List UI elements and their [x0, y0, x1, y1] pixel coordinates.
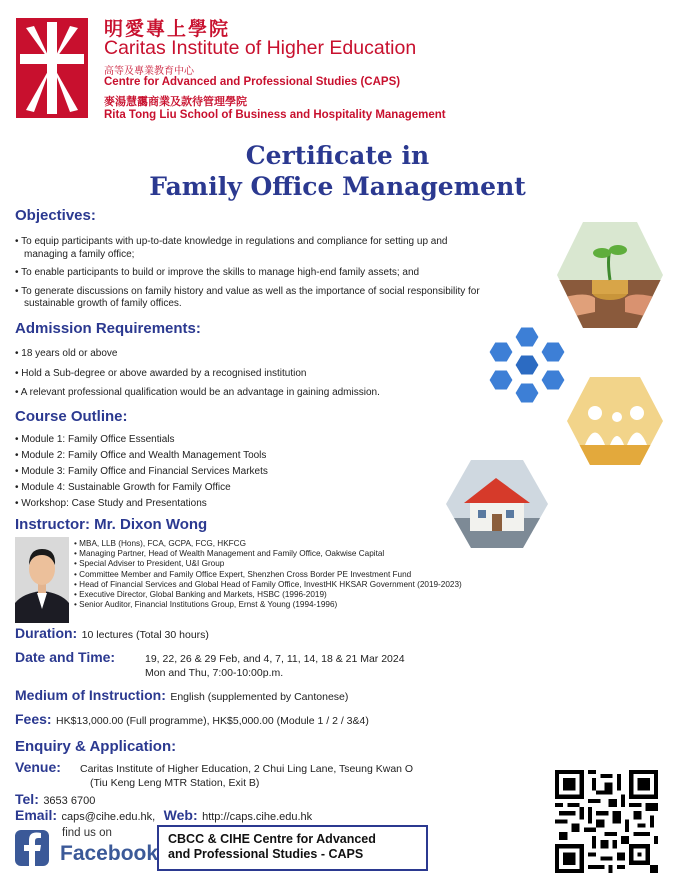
- tel-value: 3653 6700: [43, 795, 96, 807]
- web-label: Web:: [163, 807, 198, 823]
- tel-label: Tel:: [15, 791, 39, 807]
- instructor-photo: [15, 537, 69, 623]
- list-item: • Committee Member and Family Office Expert, Shenzhen Cross Border PE Investment Fund: [74, 569, 412, 579]
- caps-box-line-2: and Professional Studies - CAPS: [168, 847, 364, 861]
- web-link[interactable]: http://caps.cihe.edu.hk: [202, 811, 313, 823]
- instructor-heading: Instructor: Mr. Dixon Wong: [15, 516, 208, 533]
- caps-box-line-1: CBCC & CIHE Centre for Advanced: [168, 832, 376, 846]
- title-line-1: Certificate in: [245, 141, 430, 170]
- admission-heading: Admission Requirements:: [15, 320, 201, 337]
- dept-cn-name: 高等及專業教育中心: [104, 66, 194, 77]
- list-item: • Head of Financial Services and Global Head of Family Office, InvestHK HKSAR Government (2019-2023): [74, 579, 462, 589]
- school-en-name: Rita Tong Liu School of Business and Hospitality Management: [104, 109, 446, 121]
- institute-cn-name: 明愛專上學院: [104, 18, 231, 40]
- caritas-logo-icon: [16, 18, 88, 118]
- enquiry-heading: Enquiry & Application:: [15, 738, 177, 755]
- list-item: • To equip participants with up-to-date knowledge in regulations and compliance for setting up and managing a family office;: [15, 236, 448, 260]
- medium-label: Medium of Instruction:: [15, 687, 166, 703]
- fees-label: Fees:: [15, 711, 52, 727]
- fees-row: [15, 711, 369, 729]
- venue-mtr: (Tiu Keng Leng MTR Station, Exit B): [90, 777, 260, 789]
- duration-label: Duration:: [15, 625, 78, 641]
- network-hexagons-image: [486, 325, 568, 405]
- list-item: • Senior Auditor, Financial Institutions Group, Ernst & Young (1994-1996): [74, 600, 338, 610]
- house-hexagon-image: [444, 458, 550, 550]
- list-item: • Workshop: Case Study and Presentations: [15, 498, 207, 509]
- list-item: • To generate discussions on family history and value as well as the importance of social responsibility for sustainable growth of family offices.: [15, 285, 480, 309]
- email-row: [15, 807, 312, 825]
- list-item: • Executive Director, Global Banking and Markets, HSBC (1996-2019): [74, 590, 327, 600]
- list-item: • Hold a Sub-degree or above awarded by a recognised institution: [15, 367, 307, 379]
- medium-value: English (supplemented by Cantonese): [170, 691, 349, 703]
- school-cn-name: 麥湯慧靄商業及款待管理學院: [104, 95, 247, 108]
- duration-row: [15, 625, 209, 643]
- caps-name-box: [157, 825, 428, 871]
- list-item: • Module 2: Family Office and Wealth Management Tools: [15, 450, 267, 461]
- family-hexagon-image: [565, 375, 665, 467]
- list-item: • A relevant professional qualification would be an advantage in gaining admission.: [15, 387, 380, 398]
- list-item: • 18 years old or above: [15, 348, 118, 359]
- list-item: • To enable participants to build or improve the skills to manage high-end family assets; and: [15, 267, 420, 278]
- venue-label: Venue:: [15, 759, 61, 775]
- list-item: • Module 3: Family Office and Financial Services Markets: [15, 466, 268, 477]
- objectives-heading: Objectives:: [15, 207, 96, 224]
- admission-list: [15, 348, 475, 400]
- facebook-icon[interactable]: [15, 830, 49, 866]
- objectives-list: [15, 236, 555, 311]
- fees-value: HK$13,000.00 (Full programme), HK$5,000.00 (Module 1 / 2 / 3&4): [56, 715, 369, 727]
- plant-coins-hexagon-image: [555, 220, 665, 330]
- email-label: Email:: [15, 807, 58, 823]
- institute-en-name: Caritas Institute of Higher Education: [104, 37, 417, 59]
- datetime-times: Mon and Thu, 7:00-10:00p.m.: [145, 667, 284, 679]
- list-item: • Special Adviser to President, U&I Group: [74, 559, 225, 569]
- list-item: • Module 1: Family Office Essentials: [15, 434, 175, 445]
- list-item: • MBA, LLB (Hons), FCA, GCPA, FCG, HKFCG: [74, 539, 246, 548]
- qr-code-icon[interactable]: [555, 770, 658, 873]
- list-item: • Managing Partner, Head of Wealth Management and Family Office, Oakwise Capital: [74, 549, 385, 559]
- datetime-dates: 19, 22, 26 & 29 Feb, and 4, 7, 11, 14, 18 & 21 Mar 2024: [145, 653, 405, 665]
- find-us-text: find us on: [62, 827, 112, 839]
- page-title: [0, 140, 675, 202]
- venue-value: [80, 762, 413, 790]
- dept-en-name: Centre for Advanced and Professional Studies (CAPS): [104, 76, 401, 88]
- email-link[interactable]: caps@cihe.edu.hk,: [61, 811, 156, 823]
- datetime-label: Date and Time:: [15, 649, 116, 665]
- outline-heading: Course Outline:: [15, 408, 128, 425]
- venue-address: Caritas Institute of Higher Education, 2 Chui Ling Lane, Tseung Kwan O: [80, 763, 414, 775]
- list-item: • Module 4: Sustainable Growth for Family Office: [15, 482, 231, 493]
- facebook-wordmark[interactable]: Facebook: [60, 842, 159, 865]
- medium-row: [15, 687, 348, 705]
- title-line-2: Family Office Management: [149, 172, 526, 201]
- duration-value: 10 lectures (Total 30 hours): [81, 629, 209, 641]
- outline-list: [15, 432, 415, 512]
- instructor-cv-list: [74, 539, 574, 610]
- datetime-value: [145, 652, 405, 680]
